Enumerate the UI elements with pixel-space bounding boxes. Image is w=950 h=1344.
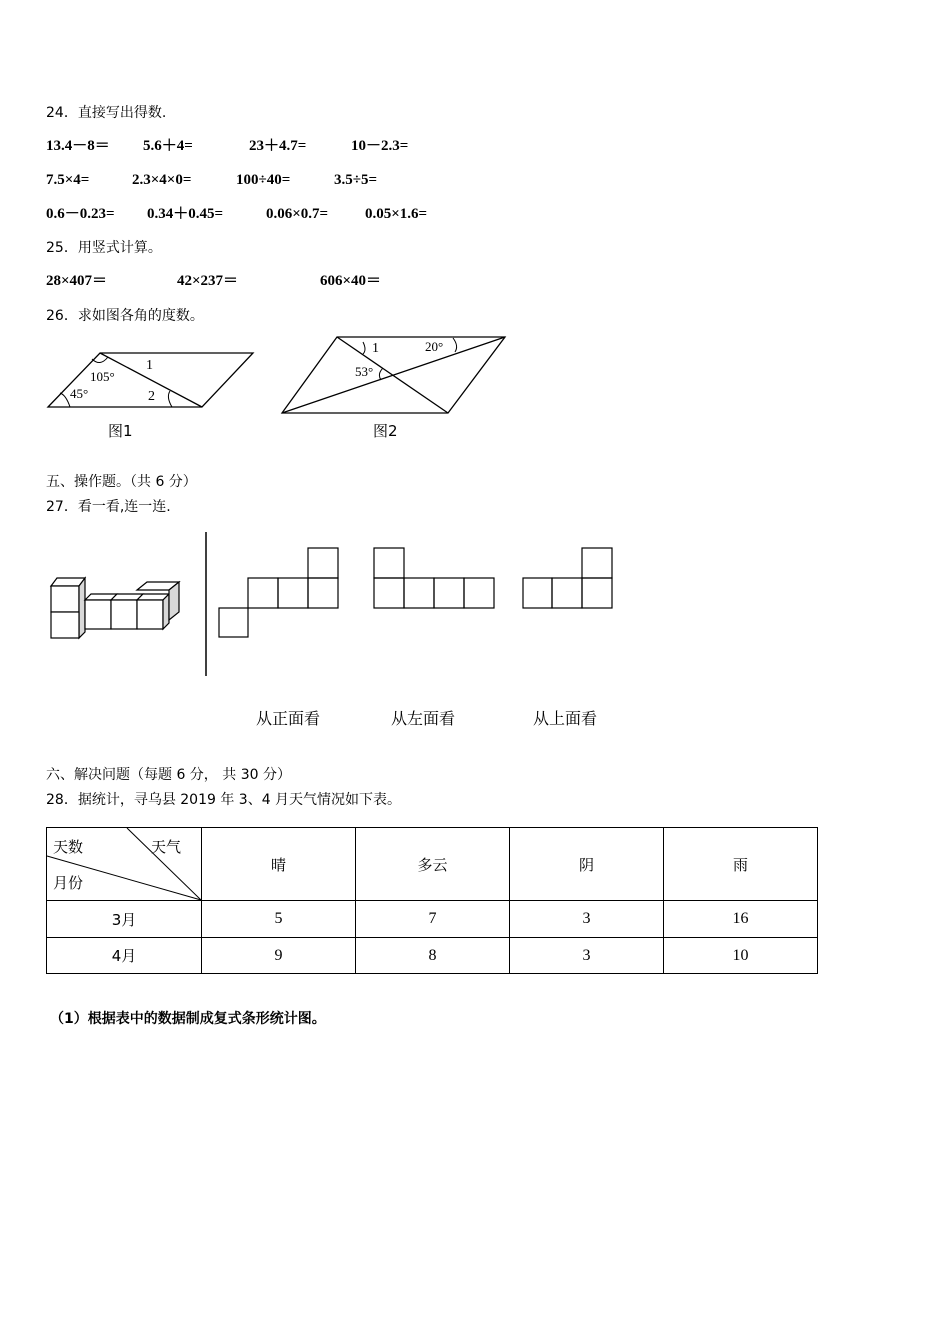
table-cell: 16 (664, 901, 818, 938)
q25-item: 42×237＝ (177, 273, 239, 289)
q25-title: 25．用竖式计算。 (46, 240, 162, 256)
table-cell: 3 (510, 901, 664, 938)
fig2-caption: 图2 (373, 422, 398, 440)
corner-month: 月份 (53, 874, 84, 892)
table-row (47, 938, 818, 974)
view-label-front: 从正面看 (256, 709, 321, 728)
q24-item: 0.05×1.6= (365, 206, 428, 222)
col-header: 阴 (510, 828, 664, 901)
col-header: 雨 (664, 828, 818, 901)
figure-1 (40, 345, 300, 455)
q27-title: 27．看一看,连一连. (46, 499, 171, 515)
q24-item: 100÷40= (236, 172, 291, 188)
cube-solid (48, 572, 208, 652)
figure-2 (275, 330, 535, 440)
view-shape-2 (371, 545, 501, 615)
q24-title: 24．直接写出得数. (46, 105, 167, 121)
q25-item: 606×40＝ (320, 273, 382, 289)
q24-item: 0.34＋0.45= (147, 206, 224, 222)
q24-item: 2.3×4×0= (132, 172, 192, 188)
section-6-title: 六、解决问题（每题 6 分， 共 30 分） (46, 767, 291, 783)
fig1-label-1: 1 (146, 358, 153, 373)
table-cell: 3 (510, 938, 664, 974)
row-month: 3月 (47, 901, 202, 938)
corner-weather: 天气 (151, 838, 182, 856)
col-header: 晴 (202, 828, 356, 901)
q24-item: 23＋4.7= (249, 138, 307, 154)
q24-item: 13.4－8＝ (46, 138, 110, 154)
q24-item: 0.6－0.23= (46, 206, 115, 222)
q25-item: 28×407＝ (46, 273, 108, 289)
q26-title: 26．求如图各角的度数。 (46, 308, 204, 324)
view-shape-1 (216, 545, 346, 645)
fig1-caption: 图1 (108, 422, 133, 440)
q24-item: 5.6＋4= (143, 138, 193, 154)
view-label-top: 从上面看 (533, 709, 598, 728)
fig1-angle-105: 105° (90, 369, 115, 384)
divider-line (204, 532, 208, 677)
row-month: 4月 (47, 938, 202, 974)
view-shape-3 (520, 545, 620, 615)
view-label-left: 从左面看 (391, 709, 456, 728)
table-cell: 8 (356, 938, 510, 974)
q28-sub1: （1）根据表中的数据制成复式条形统计图。 (50, 1011, 326, 1027)
q24-item: 0.06×0.7= (266, 206, 329, 222)
table-cell: 5 (202, 901, 356, 938)
table-corner-cell (47, 828, 202, 901)
q24-item: 10－2.3= (351, 138, 409, 154)
table-cell: 9 (202, 938, 356, 974)
corner-days: 天数 (53, 838, 84, 856)
fig1-label-2: 2 (148, 389, 155, 404)
weather-table (46, 827, 818, 974)
col-header: 多云 (356, 828, 510, 901)
table-row (47, 901, 818, 938)
section-5-title: 五、操作题。（共 6 分） (46, 474, 197, 490)
fig2-label-1: 1 (372, 341, 379, 356)
q28-title: 28．据统计，寻乌县 2019 年 3、4 月天气情况如下表。 (46, 792, 402, 808)
fig2-angle-20: 20° (425, 339, 444, 354)
table-cell: 10 (664, 938, 818, 974)
table-cell: 7 (356, 901, 510, 938)
fig2-angle-53: 53° (355, 364, 374, 379)
fig1-angle-45: 45° (70, 386, 89, 401)
q24-item: 3.5÷5= (334, 172, 378, 188)
q24-item: 7.5×4= (46, 172, 90, 188)
